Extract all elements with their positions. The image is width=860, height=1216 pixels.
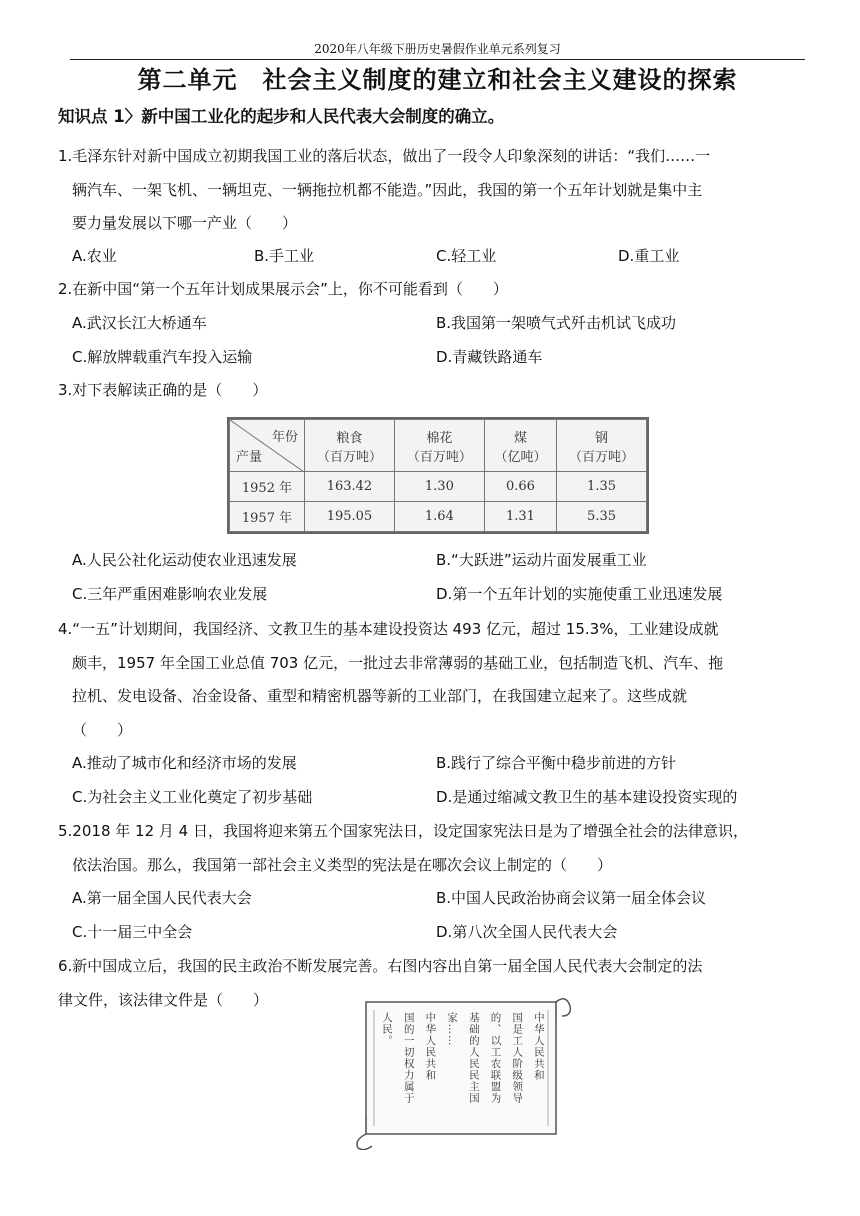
table-cell: 1.64 — [394, 502, 484, 532]
scroll-column: 中华人民共和 — [532, 1012, 545, 1081]
question-1 — [58, 140, 808, 241]
question-line: 颇丰，1957 年全国工业总值 703 亿元，一批过去非常薄弱的基础工业，包括制造飞机、汽车、拖 — [72, 653, 724, 672]
question-3 — [58, 374, 808, 408]
table-cell: 1.31 — [484, 502, 556, 532]
table-cell: 1.35 — [557, 472, 647, 502]
knowledge-point-heading: 知识点 1〉新中国工业化的起步和人民代表大会制度的确立。 — [58, 107, 505, 126]
option-d[interactable]: D.是通过缩减文教卫生的基本建设投资实现的 — [436, 788, 738, 806]
option-c[interactable]: C.十一届三中全会 — [72, 923, 193, 941]
option-c[interactable]: C.三年严重困难影响农业发展 — [72, 585, 268, 603]
table-cell: 195.05 — [305, 502, 395, 532]
question-line: 律文件，该法律文件是（ ） — [58, 990, 269, 1009]
table-cell: 163.42 — [305, 472, 395, 502]
option-b[interactable]: B.我国第一架喷气式歼击机试飞成功 — [436, 314, 677, 332]
scroll-text — [380, 1012, 546, 1122]
option-a[interactable]: A.第一届全国人民代表大会 — [72, 889, 252, 907]
option-c[interactable]: C.解放牌载重汽车投入运输 — [72, 348, 253, 366]
row-year: 1957 年 — [230, 502, 305, 532]
option-c[interactable]: C.为社会主义工业化奠定了初步基础 — [72, 788, 313, 806]
question-line: 1.毛泽东针对新中国成立初期我国工业的落后状态，做出了一段令人印象深刻的讲话：“我们……一 — [58, 147, 711, 165]
question-line: 要力量发展以下哪一产业（ ） — [72, 214, 298, 232]
table-cell: 5.35 — [557, 502, 647, 532]
question-line: 2.在新中国“第一个五年计划成果展示会”上，你不可能看到（ ） — [58, 280, 508, 298]
table-corner-cell — [230, 420, 305, 472]
corner-label-year: 年份 — [271, 430, 298, 445]
scroll-column: 国是工人阶级领导 — [511, 1012, 524, 1104]
row-year: 1952 年 — [230, 472, 305, 502]
question-line: （ ） — [72, 720, 133, 739]
table-cell: 1.30 — [394, 472, 484, 502]
scroll-column: 国的一切权力属于 — [402, 1012, 415, 1104]
option-b[interactable]: B.“大跃进”运动片面发展重工业 — [436, 551, 647, 569]
question-line: 3.对下表解读正确的是（ ） — [58, 381, 268, 399]
option-a[interactable]: A.武汉长江大桥通车 — [72, 314, 207, 332]
page-header: 2020年八年级下册历史暑假作业单元系列复习 — [314, 42, 561, 56]
column-header: 煤 （亿吨） — [484, 420, 556, 472]
option-a[interactable]: A.推动了城市化和经济市场的发展 — [72, 754, 297, 772]
column-header: 钢 （百万吨） — [557, 420, 647, 472]
scroll-column: 中华人民共和 — [424, 1012, 437, 1081]
scroll-column: 基础的人民民主国 — [467, 1012, 480, 1104]
question-line: 5.2018 年 12 月 4 日，我国将迎来第五个国家宪法日，设定国家宪法日是为了增强全社会的法律意识， — [58, 822, 748, 840]
scroll-column: 家…… — [446, 1012, 459, 1047]
scroll-column: 人民。 — [381, 1012, 393, 1047]
option-d[interactable]: D.青藏铁路通车 — [436, 348, 543, 366]
option-c[interactable]: C.轻工业 — [436, 247, 497, 265]
column-header: 粮食 （百万吨） — [305, 420, 395, 472]
question-4 — [58, 613, 808, 747]
question-2 — [58, 273, 808, 307]
option-d[interactable]: D.第一个五年计划的实施使重工业迅速发展 — [436, 585, 723, 603]
option-a[interactable]: A.农业 — [72, 247, 117, 265]
option-b[interactable]: B.中国人民政治协商会议第一届全体会议 — [436, 889, 707, 907]
question-5 — [58, 815, 808, 882]
constitution-scroll-image — [352, 992, 574, 1150]
question-line: 6.新中国成立后，我国的民主政治不断发展完善。右图内容出自第一届全国人民代表大会制定的法 — [58, 957, 703, 975]
corner-label-output: 产量 — [236, 450, 263, 465]
question-line: 辆汽车、一架飞机、一辆坦克、一辆拖拉机都不能造。”因此，我国的第一个五年计划就是集中主 — [72, 180, 703, 199]
question-line: 拉机、发电设备、冶金设备、重型和精密机器等新的工业部门，在我国建立起来了。这些成就 — [72, 687, 688, 705]
table-row — [230, 472, 647, 502]
option-d[interactable]: D.重工业 — [618, 247, 680, 265]
option-b[interactable]: B.践行了综合平衡中稳步前进的方针 — [436, 754, 677, 772]
option-b[interactable]: B.手工业 — [254, 247, 315, 265]
table-row — [230, 502, 647, 532]
option-d[interactable]: D.第八次全国人民代表大会 — [436, 923, 618, 941]
unit-title: 第二单元 社会主义制度的建立和社会主义建设的探索 — [137, 65, 738, 94]
production-table — [227, 417, 649, 534]
question-line: 依法治国。那么，我国第一部社会主义类型的宪法是在哪次会议上制定的（ ） — [72, 855, 613, 874]
column-header: 棉花 （百万吨） — [394, 420, 484, 472]
table-cell: 0.66 — [484, 472, 556, 502]
option-a[interactable]: A.人民公社化运动使农业迅速发展 — [72, 551, 297, 569]
scroll-column: 的、以工农联盟为 — [489, 1012, 502, 1104]
question-line: 4.“一五”计划期间，我国经济、文教卫生的基本建设投资达 493 亿元，超过 15.3%，工业建设成就 — [58, 620, 719, 638]
